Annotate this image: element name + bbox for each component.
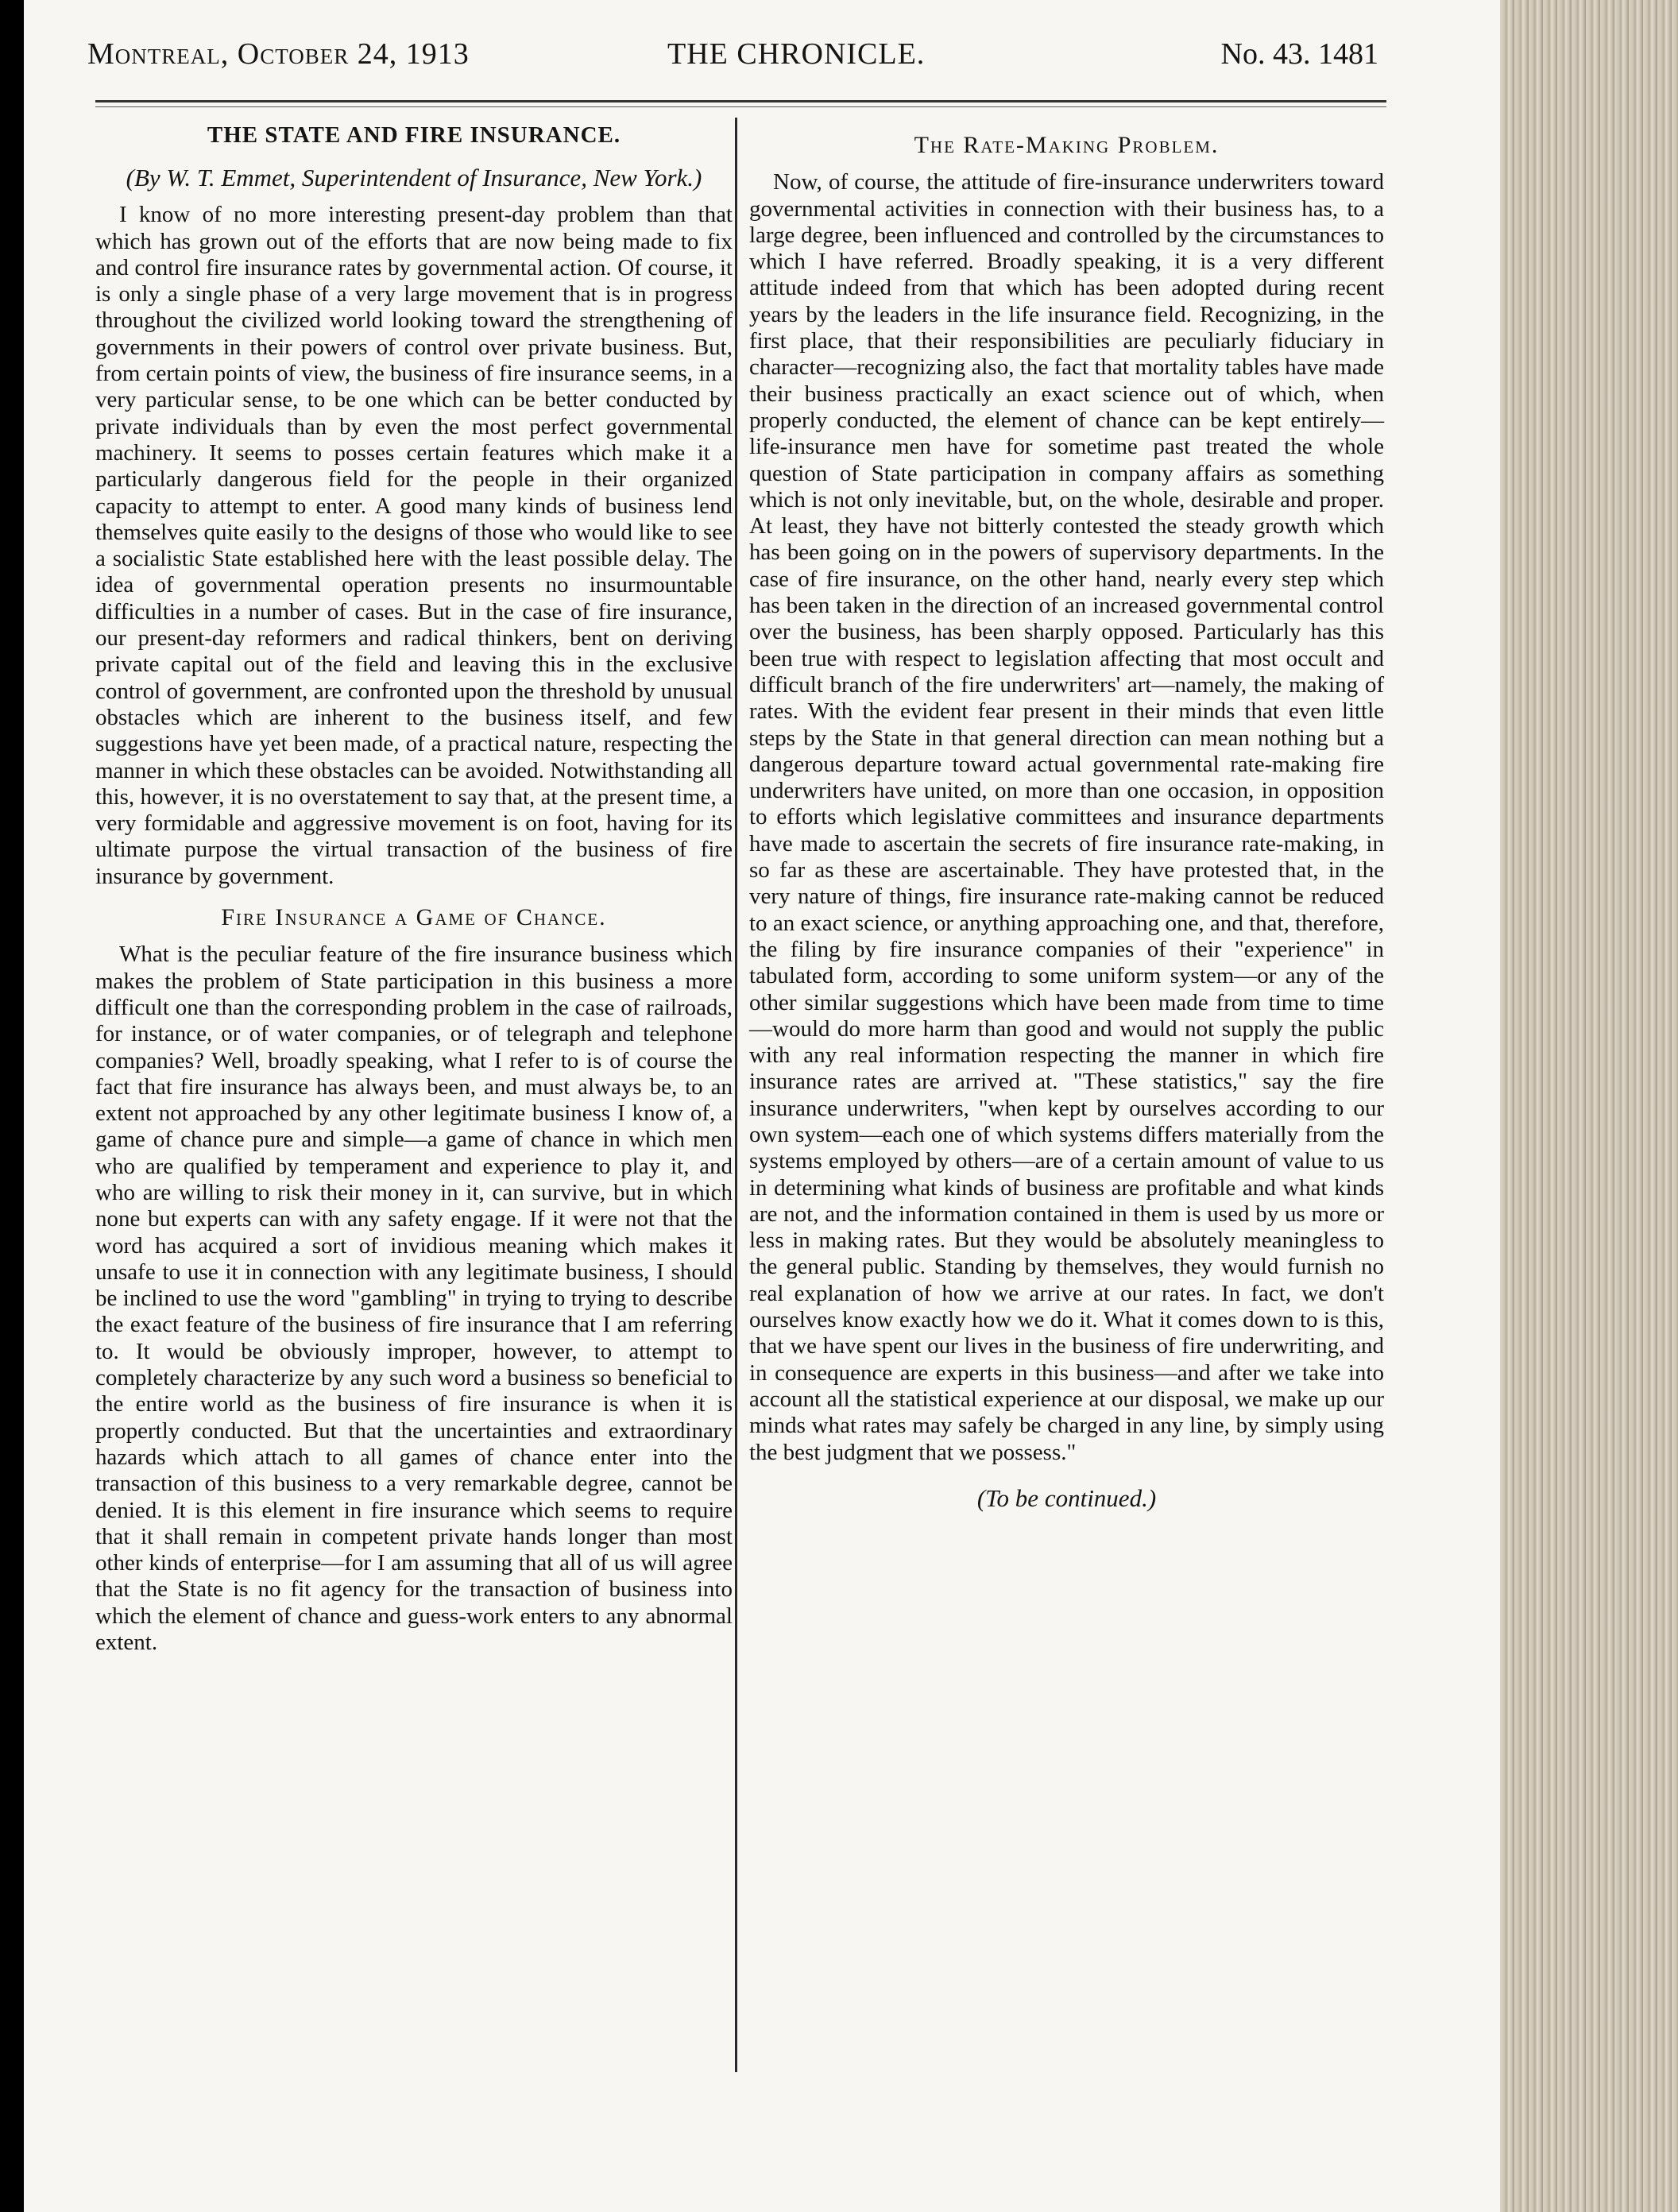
column-rule xyxy=(735,118,737,2072)
intro-paragraph: I know of no more interesting present-day problem than that which has grown out of the efforts that are now being made to fix and control fire insurance rates by governmental action. Of course, it is only a single phase of a very large movement that is in progress throughout the civilized world looking toward the strengthening of governments in their powers of control over private business. But, from certain points of view, the business of fire insurance seems, in a very particular sense, to be one which can be better conducted by private individuals than by even the most perfect governmental machinery. It seems to posses certain features which make it a particularly dangerous field for the people in their organized capacity to attempt to enter. A good many kinds of business lend themselves quite easily to the designs of those who would like to see a socialistic State established here with the least possible delay. The idea of governmental operation presents no insurmountable difficulties in a number of cases. But in the case of fire insurance, our present-day reformers and radical thinkers, bent on deriving private capital out of the field and leaving this in the exclusive control of government, are confronted upon the threshold by unusual obstacles which are inherent to the business itself, and few suggestions have yet been made, of a practical nature, respecting the manner in which these obstacles can be avoided. Notwithstanding all this, however, it is no overstatement to say that, at the present time, a very formidable and aggressive movement is on foot, having for its ultimate purpose the virtual transaction of the business of fire insurance by government. xyxy=(95,202,733,889)
continued-note: (To be continued.) xyxy=(976,1483,1157,1512)
book-page-edges xyxy=(1500,0,1678,2212)
issue-date: Montreal, October 24, 1913 xyxy=(87,37,470,71)
left-column xyxy=(95,118,733,1656)
article-title: THE STATE AND FIRE INSURANCE. xyxy=(207,122,621,148)
game-of-chance-paragraph: What is the peculiar feature of the fire insurance business which makes the problem of State participation in this business a more difficult one than the corresponding problem in the case of railroads, for instance, or of water companies, or of telegraph and telephone companies? Well, broadly speaking, what I refer to is of course the fact that fire insurance has always been, and must always be, to an extent not approached by any other legitimate business I know of, a game of chance pure and simple—a game of chance in which men who are qualified by temperament and experience to play it, and who are willing to risk their money in it, can survive, but in which none but experts can with any safety engage. If it were not that the word has acquired a sort of invidious meaning which makes it unsafe to use it in connection with any legitimate business, I should be inclined to use the word "gambling" in trying to trying to describe the exact feature of the business of fire insurance that I am referring to. It would be obviously improper, however, to attempt to completely characterize by any such word a business so beneficial to the entire world as the business of fire insurance is when it is propertly conducted. But that the uncertainties and extraordinary hazards which attach to all games of chance enter into the transaction of this business to a very remarkable degree, cannot be denied. It is this element in fire insurance which seems to require that it shall remain in competent private hands longer than most other kinds of enterprise—for I am assuming that all of us will agree that the State is no fit agency for the transaction of business into which the element of chance and guess-work enters to any abnormal extent. xyxy=(95,942,733,1656)
newspaper-page xyxy=(24,0,1500,2212)
publication-title: THE CHRONICLE. xyxy=(667,37,926,71)
issue-and-page-number: No. 43. 1481 xyxy=(1220,37,1378,71)
section-heading-game-of-chance: Fire Insurance a Game of Chance. xyxy=(221,904,607,931)
right-column xyxy=(749,118,1384,1511)
header-rule xyxy=(95,100,1386,102)
header-rule-thin xyxy=(95,106,1386,107)
running-head xyxy=(87,37,1378,84)
section-heading-rate-making: The Rate-Making Problem. xyxy=(914,132,1220,158)
article-byline: (By W. T. Emmet, Superintendent of Insurance, New York.) xyxy=(126,164,702,192)
rate-making-paragraph: Now, of course, the attitude of fire-insurance underwriters toward governmental activities in connection with their business has, to a large degree, been influenced and controlled by the circumstances to which I have referred. Broadly speaking, it is a very different attitude indeed from that which has been adopted during recent years by the leaders in the life insurance field. Recognizing, in the first place, that their responsibilities are peculiarly fiduciary in character—recognizing also, the fact that mortality tables have made their business practically an exact science out of which, when properly conducted, the element of chance can be kept entirely—life-insurance men have for sometime past treated the whole question of State participation in company affairs as something which is not only inevitable, but, on the whole, desirable and proper. At least, they have not bitterly contested the steady growth which has been going on in the powers of supervisory departments. In the case of fire insurance, on the other hand, nearly every step which has been taken in the direction of an increased governmental control over the business, has been sharply opposed. Particularly has this been true with respect to legislation affecting that most occult and difficult branch of the fire underwriters' art—namely, the making of rates. With the evident fear present in their minds that even little steps by the State in that general direction can mean nothing but a dangerous departure toward actual governmental rate-making fire underwriters have united, on more than one occasion, in opposition to efforts which legislative committees and insurance departments have made to ascertain the secrets of fire insurance rate-making, in so far as these are ascertainable. They have protested that, in the very nature of things, fire insurance rate-making cannot be reduced to an exact science, or anything approaching one, and that, therefore, the filing by fire insurance companies of their "experience" in tabulated form, according to some uniform system—or any of the other similar suggestions which have been made from time to time—would do more harm than good and would not supply the public with any real information respecting the manner in which fire insurance rates are arrived at. "These statistics," say the fire insurance underwriters, "when kept by ourselves according to our own system—each one of which systems differs materially from the systems employed by others—are of a certain amount of value to us in determining what kinds of business are profitable and what kinds are not, and the information contained in them is used by us more or less in making rates. But they would be absolutely meaningless to the general public. Standing by themselves, they would furnish no real explanation of how we arrive at our rates. In fact, we don't ourselves know exactly how we do it. What it comes down to is this, that we have spent our lives in the business of fire underwriting, and in consequence are experts in this business—and after we take into account all the statistical experience at our disposal, we make up our minds what rates may safely be charged in any line, by simply using the best judgment that we possess." xyxy=(749,169,1384,1465)
